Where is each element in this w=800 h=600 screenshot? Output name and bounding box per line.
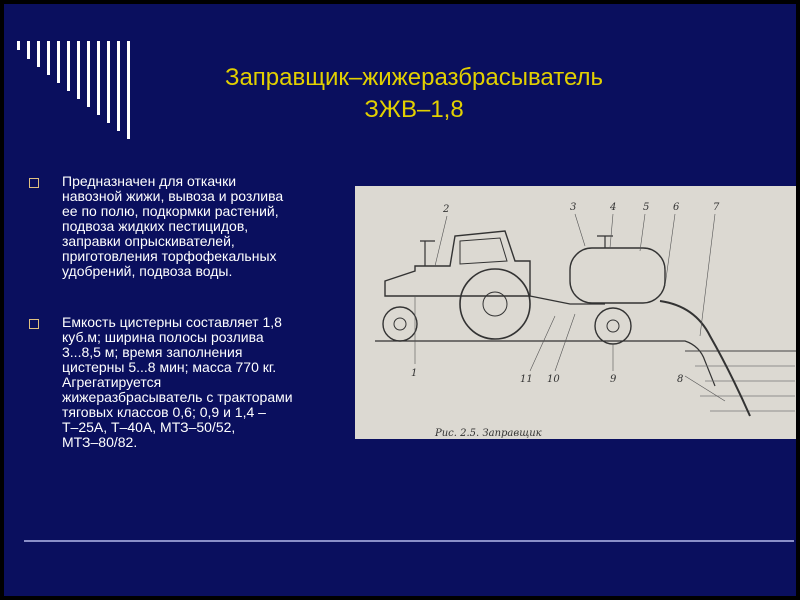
diagram-label-10: 10 xyxy=(547,374,560,385)
diagram-label-6: 6 xyxy=(673,202,680,213)
bullet-line: куб.м; ширина полосы розлива xyxy=(62,329,264,345)
diagram-label-2: 2 xyxy=(443,204,450,215)
diagram-label-9: 9 xyxy=(610,374,617,385)
bullet-line: удобрений, подвоза воды. xyxy=(62,263,233,279)
diagram-label-4: 4 xyxy=(610,202,617,213)
bullet-line: навозной жижи, вывоза и розлива xyxy=(62,188,284,204)
diagram-label-7: 7 xyxy=(713,202,720,213)
diagram-label-1: 1 xyxy=(411,368,418,379)
bullet-marker xyxy=(29,319,39,329)
diagram-label-5: 5 xyxy=(643,202,650,213)
bullet-line: тяговых классов 0,6; 0,9 и 1,4 – xyxy=(62,404,266,420)
bullet-line: жижеразбрасыватель с тракторами xyxy=(62,389,293,405)
bullet-line: Емкость цистерны составляет 1,8 xyxy=(62,314,282,330)
tractor-tank-diagram xyxy=(355,186,796,439)
decorative-stripes xyxy=(17,41,137,141)
bullet-line: Агрегатируется xyxy=(62,374,162,390)
diagram-label-8: 8 xyxy=(677,374,684,385)
slide-title xyxy=(154,62,674,126)
bullet-line: ее по полю, подкормки растений, xyxy=(62,203,279,219)
bullet-line: Предназначен для откачки xyxy=(62,173,237,189)
footer-divider xyxy=(24,540,794,542)
slide xyxy=(4,4,796,596)
bullet-line: цистерны 5...8 мин; масса 770 кг. xyxy=(62,359,277,375)
bullet-marker xyxy=(29,178,39,188)
bullet-line: приготовления торфофекальных xyxy=(62,248,277,264)
title-line-2: ЗЖВ–1,8 xyxy=(364,96,464,123)
diagram-label-11: 11 xyxy=(520,374,533,385)
title-line-1: Заправщик–жижеразбрасыватель xyxy=(224,64,604,91)
bullet-line: заправки опрыскивателей, xyxy=(62,233,235,249)
bullet-line: 3...8,5 м; время заполнения xyxy=(62,344,243,360)
bullet-line: подвоза жидких пестицидов, xyxy=(62,218,249,234)
diagram-drawing xyxy=(355,186,796,439)
bullet-purpose xyxy=(62,174,362,279)
diagram-label-3: 3 xyxy=(570,202,577,213)
bullet-line: Т–25А, Т–40А, МТЗ–50/52, xyxy=(62,419,236,435)
diagram-caption: Рис. 2.5. Заправщик xyxy=(435,428,542,439)
bullet-specs xyxy=(62,315,362,450)
bullet-line: МТЗ–80/82. xyxy=(62,434,138,450)
